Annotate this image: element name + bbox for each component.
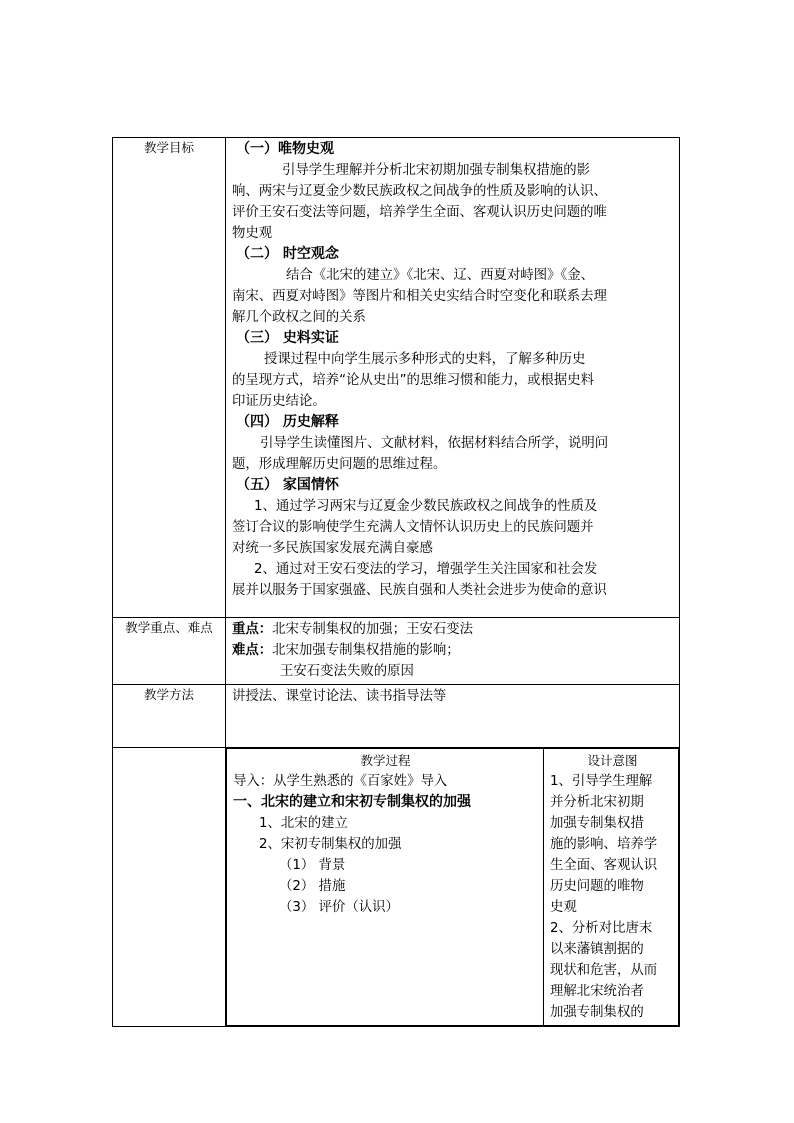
goal-heading: （五） 家国情怀 bbox=[236, 477, 339, 493]
table-row bbox=[113, 685, 680, 748]
key-point-text: 北宋专制集权的加强；王安石变法 bbox=[272, 622, 474, 637]
process-item: 1、北宋的建立 bbox=[259, 816, 348, 831]
process-header: 教学过程 bbox=[360, 753, 411, 768]
process-item: 2、宋初专制集权的加强 bbox=[259, 837, 402, 852]
goal-text: 对统一多民族国家发展充满自豪感 bbox=[232, 541, 433, 556]
process-intro: 导入：从学生熟悉的《百家姓》导入 bbox=[233, 774, 448, 789]
key-point-label: 重点： bbox=[232, 622, 273, 637]
difficulty-label: 难点： bbox=[232, 643, 273, 658]
goal-text: 授课过程中向学生展示多种形式的史料，了解多种历史 bbox=[264, 352, 586, 367]
intent-text: 理解北宋统治者 bbox=[550, 984, 644, 999]
key-point-line bbox=[232, 619, 674, 640]
process-cell bbox=[226, 748, 680, 1027]
goal-text: 题，形成理解历史问题的思维过程。 bbox=[232, 457, 447, 472]
process-table bbox=[226, 748, 679, 1026]
methods-cell bbox=[226, 685, 680, 748]
row-label-methods: 教学方法 bbox=[113, 685, 226, 748]
difficulty-text-2: 王安石变法失败的原因 bbox=[280, 664, 414, 679]
row-label-goals: 教学目标 bbox=[113, 138, 226, 618]
goal-text: 解几个政权之间的关系 bbox=[232, 310, 366, 325]
process-subitem: （3） 评价（认识） bbox=[279, 900, 399, 915]
process-column bbox=[227, 749, 544, 1026]
intent-text: 史观 bbox=[550, 900, 577, 915]
intent-text: 加强专制集权措 bbox=[550, 816, 644, 831]
row-label-keypoints: 教学重点、难点 bbox=[113, 618, 226, 685]
keypoints-cell bbox=[226, 618, 680, 685]
intent-header: 设计意图 bbox=[587, 753, 638, 768]
goals-cell bbox=[226, 138, 680, 618]
intent-text: 施的影响、培养学 bbox=[550, 837, 658, 852]
intent-text: 加强专制集权的 bbox=[550, 1005, 644, 1020]
goal-heading: （三） 史料实证 bbox=[236, 330, 339, 346]
goal-heading: （二） 时空观念 bbox=[236, 246, 339, 262]
intent-column bbox=[544, 749, 679, 1026]
goal-text: 南宋、西夏对峙图》等图片和相关史实结合时空变化和联系去理 bbox=[232, 289, 607, 304]
process-part-title: 一、北宋的建立和宋初专制集权的加强 bbox=[233, 794, 471, 810]
goal-text: 印证历史结论。 bbox=[232, 394, 326, 409]
goal-heading: （一）唯物史观 bbox=[236, 141, 334, 157]
goal-text: 评价王安石变法等问题，培养学生全面、客观认识历史问题的唯 bbox=[232, 205, 607, 220]
process-subitem: （1） 背景 bbox=[279, 858, 346, 873]
difficulty-text: 北宋加强专制集权措施的影响； bbox=[272, 643, 460, 658]
intent-text: 并分析北宋初期 bbox=[550, 795, 644, 810]
goal-text: 的呈现方式，培养“论从史出”的思维习惯和能力，或根据史料 bbox=[232, 373, 595, 388]
goal-text: 1、通过学习两宋与辽夏金少数民族政权之间战争的性质及 bbox=[254, 499, 598, 514]
intent-text: 2、分析对比唐末 bbox=[550, 921, 653, 936]
methods-text: 讲授法、课堂讨论法、读书指导法等 bbox=[232, 689, 447, 704]
table-row bbox=[113, 748, 680, 1027]
intent-text: 以来藩镇割据的 bbox=[550, 942, 644, 957]
table-row bbox=[113, 138, 680, 618]
goal-text: 引导学生理解并分析北宋初期加强专制集权措施的影 bbox=[282, 163, 590, 178]
goal-text: 签订合议的影响使学生充满人文情怀认识历史上的民族问题并 bbox=[232, 520, 594, 535]
lesson-plan-table bbox=[112, 137, 680, 1027]
table-row bbox=[113, 618, 680, 685]
row-label-process-empty bbox=[113, 748, 226, 1027]
process-subitem: （2） 措施 bbox=[279, 879, 346, 894]
goal-text: 响、两宋与辽夏金少数民族政权之间战争的性质及影响的认识、 bbox=[232, 184, 607, 199]
difficulty-line bbox=[232, 640, 674, 661]
intent-text: 1、引导学生理解 bbox=[550, 774, 653, 789]
intent-text: 历史问题的唯物 bbox=[550, 879, 644, 894]
goal-heading: （四） 历史解释 bbox=[236, 414, 339, 430]
goal-text: 物史观 bbox=[232, 226, 273, 241]
goal-text: 结合《北宋的建立》《北宋、辽、西夏对峙图》《金、 bbox=[286, 268, 594, 283]
goal-text: 2、通过对王安石变法的学习，增强学生关注国家和社会发 bbox=[254, 562, 598, 577]
intent-text: 生全面、客观认识 bbox=[550, 858, 658, 873]
intent-text: 现状和危害，从而 bbox=[550, 963, 658, 978]
goal-text: 引导学生读懂图片、文献材料，依据材料结合所学，说明问 bbox=[260, 436, 609, 451]
goal-text: 展并以服务于国家强盛、民族自强和人类社会进步为使命的意识 bbox=[232, 583, 607, 598]
